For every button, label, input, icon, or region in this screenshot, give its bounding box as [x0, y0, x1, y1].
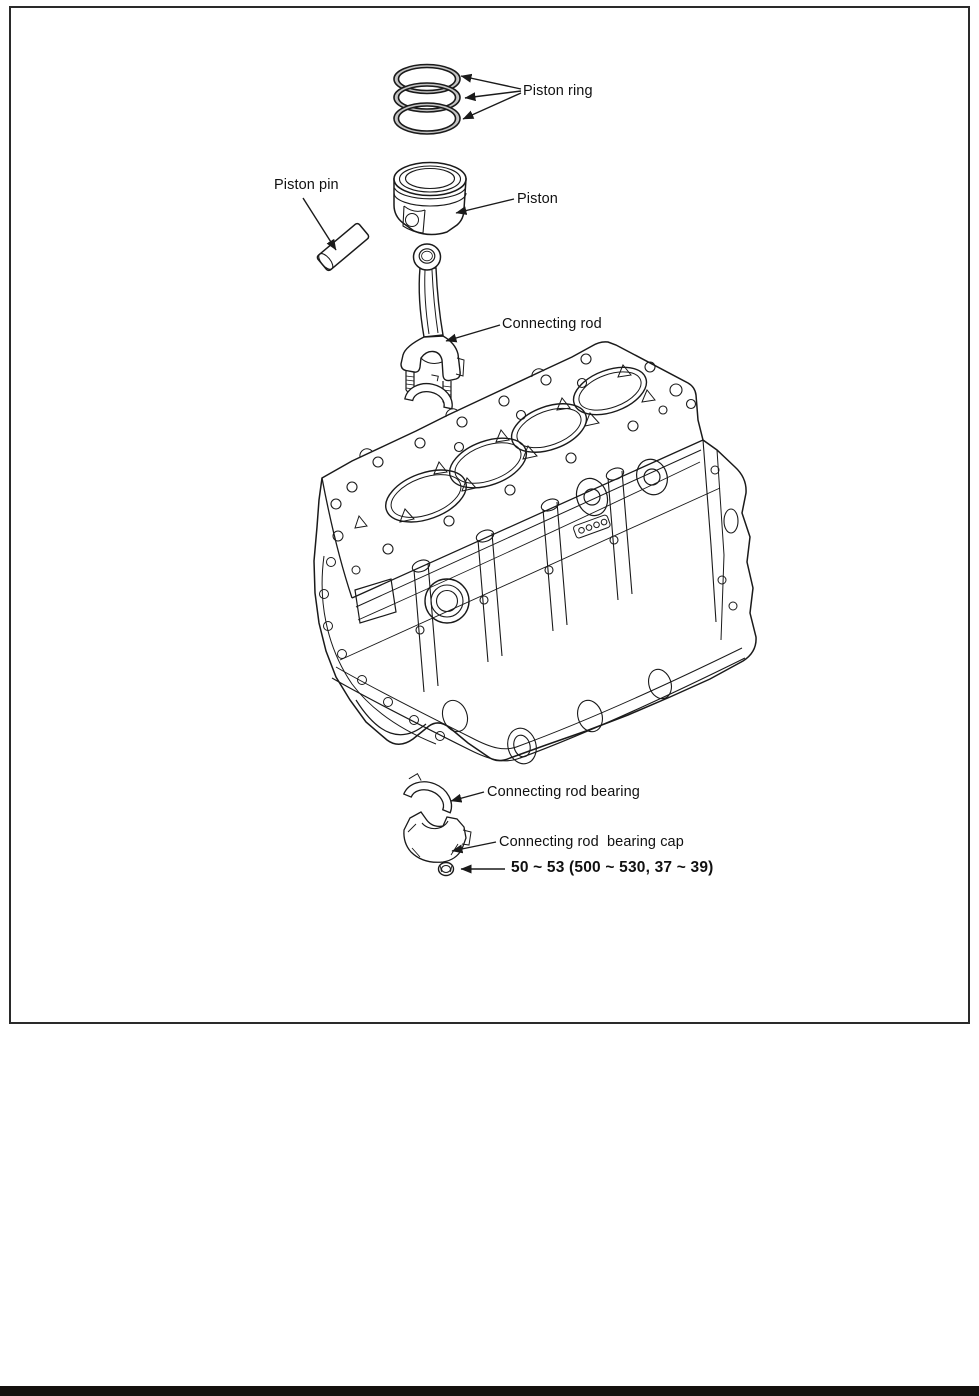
connecting-rod-bearing-cap-drawing [404, 812, 471, 862]
engine-block-drawing [314, 342, 756, 767]
connecting-rod-drawing [401, 244, 464, 405]
callout-torque-spec: 50 ~ 53 (500 ~ 530, 37 ~ 39) [511, 859, 714, 876]
callout-piston-ring: Piston ring [523, 83, 593, 99]
callout-connecting-rod-bearing: Connecting rod bearing [487, 784, 640, 800]
page-footer-bar [0, 1386, 979, 1396]
arrow-rod-bearing [451, 792, 484, 801]
arrow-connecting-rod [446, 325, 500, 341]
callout-piston-pin: Piston pin [274, 177, 339, 193]
piston-drawing [394, 163, 466, 235]
piston-rings-drawing [394, 65, 460, 134]
arrow-piston-pin [303, 198, 336, 250]
callout-piston: Piston [517, 191, 558, 207]
connecting-rod-bearing-drawing [403, 771, 459, 812]
arrow-piston-ring-top [461, 76, 521, 89]
callout-connecting-rod-bearing-cap: Connecting rod bearing cap [499, 834, 684, 850]
piston-pin-drawing [316, 222, 370, 271]
callout-connecting-rod: Connecting rod [502, 316, 602, 332]
cap-nut-drawing [439, 863, 454, 876]
